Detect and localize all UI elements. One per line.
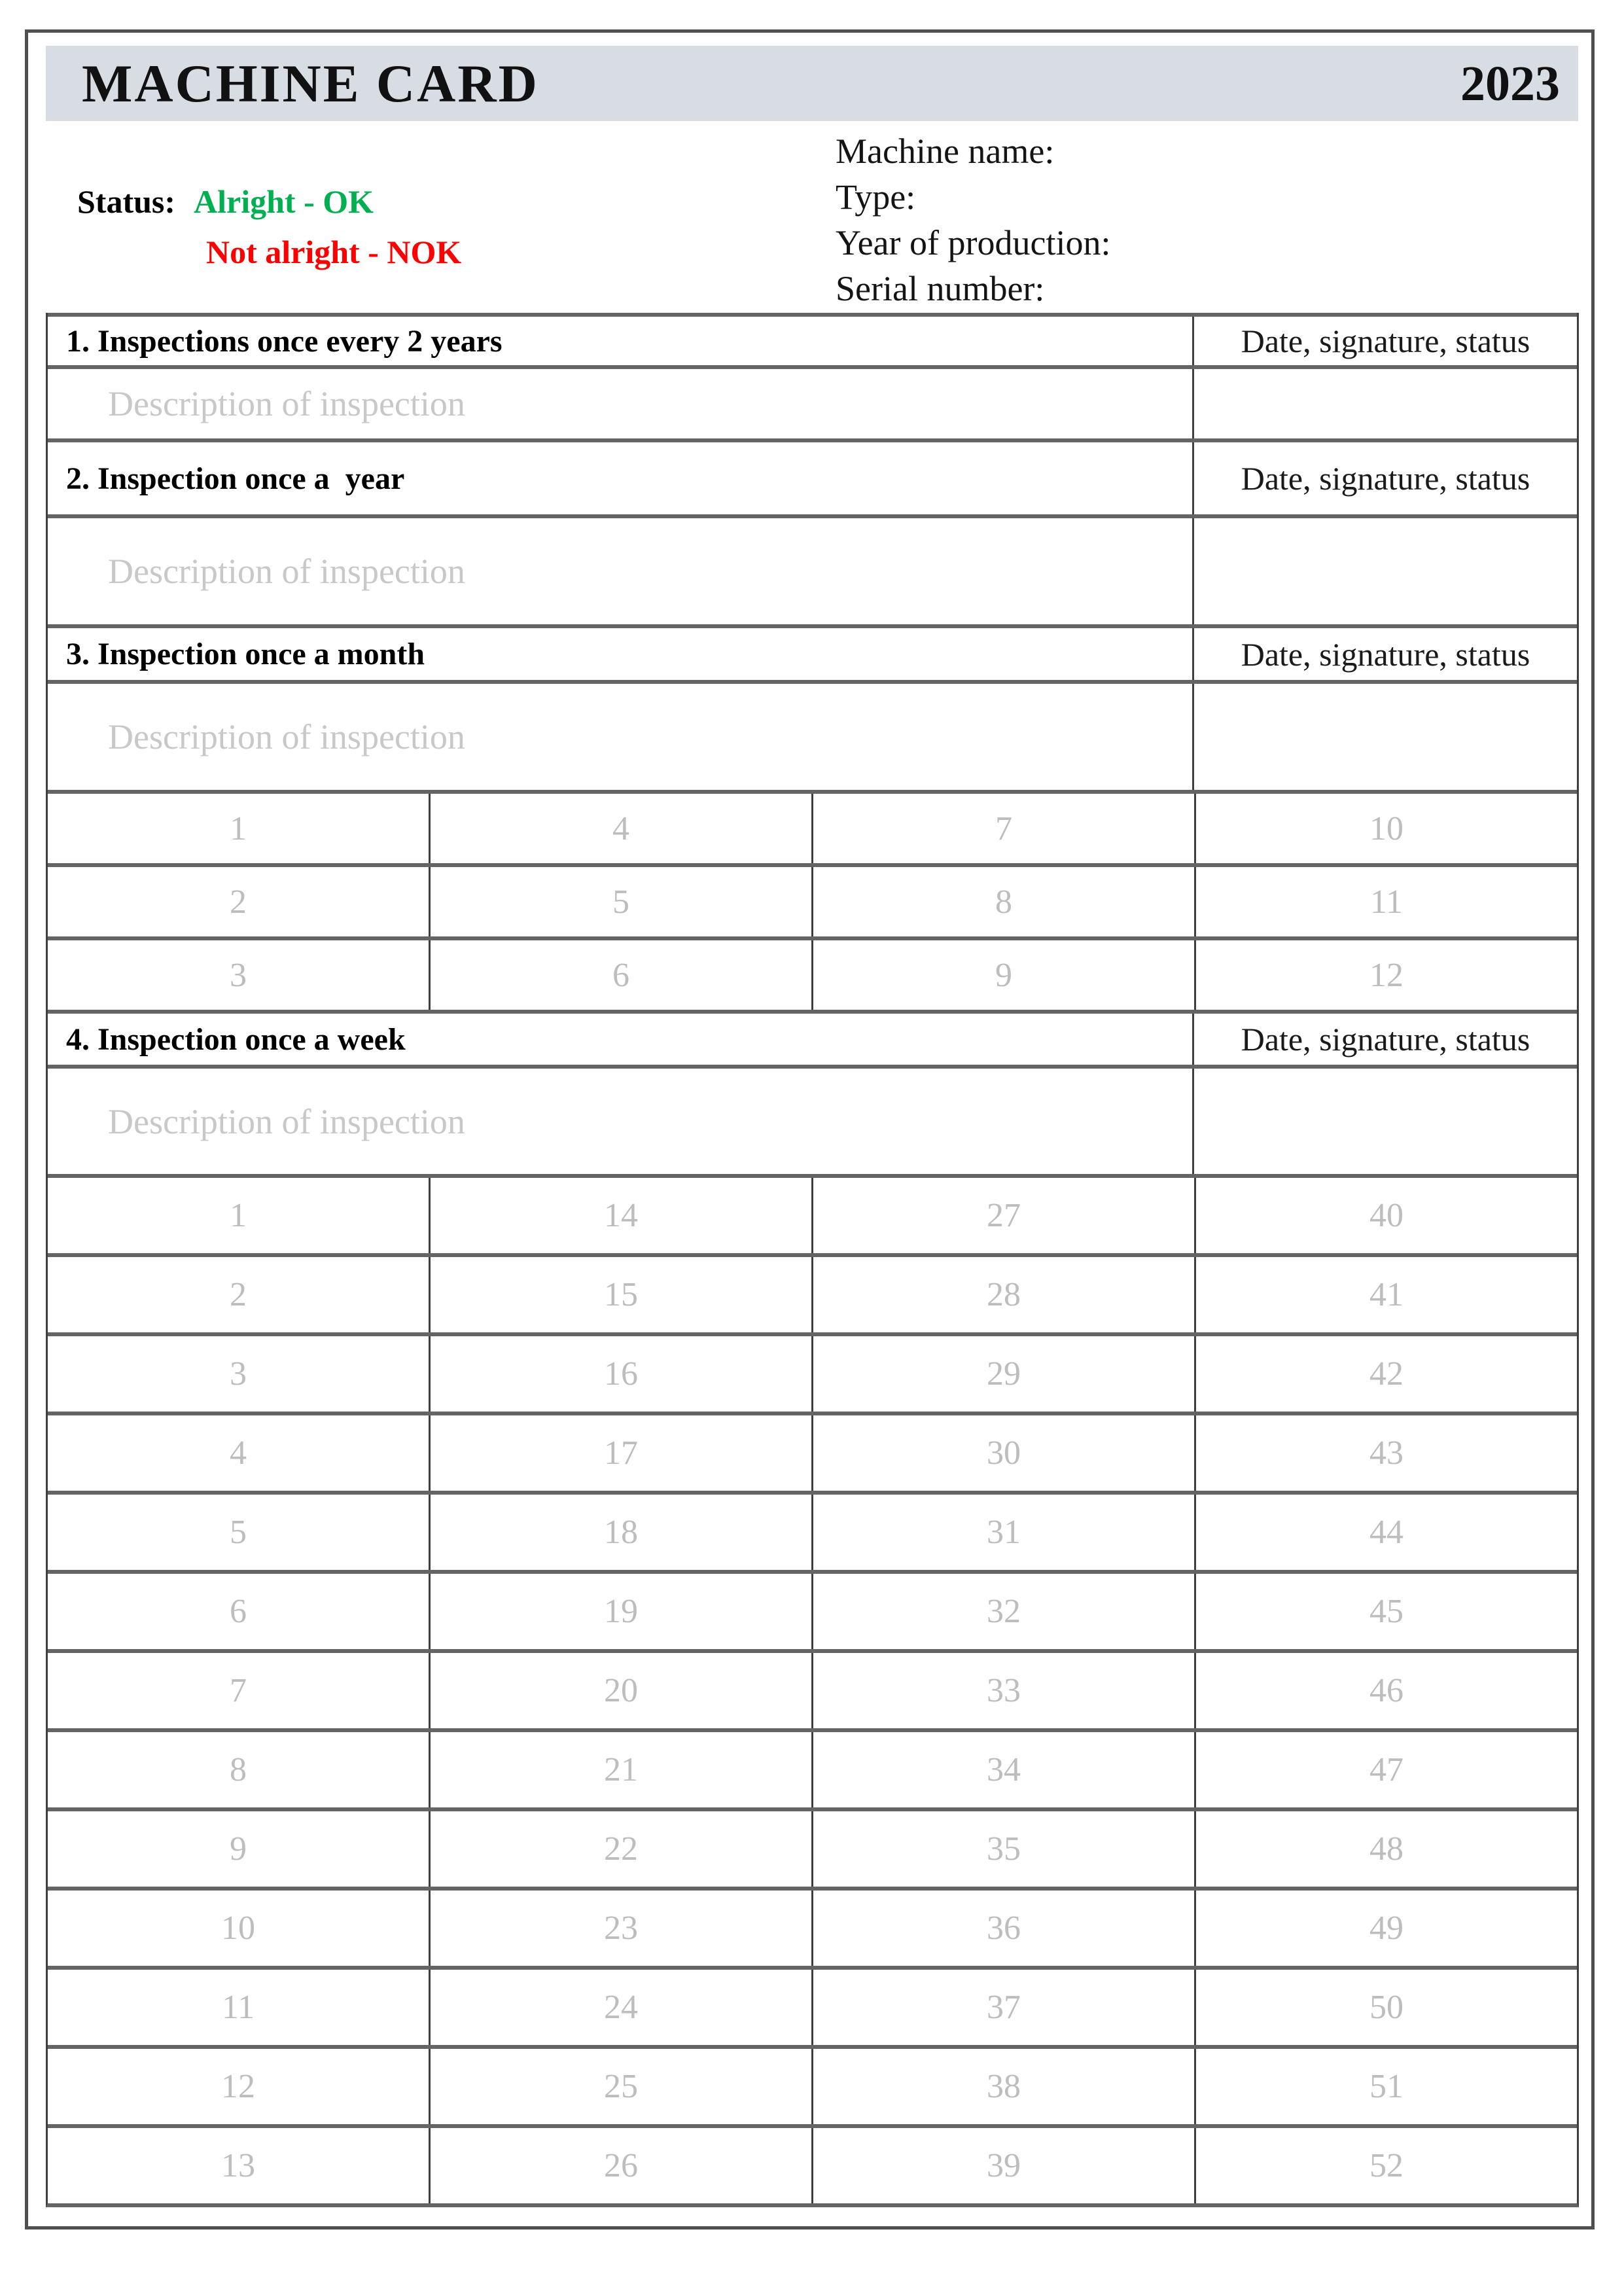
week-cell: 52 bbox=[1194, 2128, 1577, 2203]
month-cell: 5 bbox=[429, 867, 811, 936]
week-cell: 6 bbox=[230, 1593, 247, 1630]
section-4-date-signature-cell bbox=[1192, 1069, 1577, 1174]
section-1-description-placeholder: Description of inspection bbox=[108, 384, 465, 423]
week-cell: 22 bbox=[429, 1811, 811, 1887]
week-cell: 49 bbox=[1194, 1891, 1577, 1966]
month-cell: 10 bbox=[1194, 794, 1577, 863]
section-1-description-row bbox=[48, 365, 1577, 438]
machine-type-label: Type: bbox=[836, 177, 916, 217]
status-ok-text: Alright - OK bbox=[194, 183, 374, 220]
week-cell: 18 bbox=[429, 1495, 811, 1570]
status-legend-line-nok bbox=[206, 227, 461, 277]
grid-row bbox=[48, 1728, 1577, 1807]
machine-name-label: Machine name: bbox=[836, 132, 1055, 171]
week-cell: 4 bbox=[230, 1434, 247, 1472]
section-1-header-cell bbox=[48, 317, 1192, 365]
week-cell: 48 bbox=[1194, 1811, 1577, 1887]
section-1-header-row bbox=[48, 313, 1577, 365]
week-cell: 20 bbox=[429, 1653, 811, 1728]
grid-row bbox=[48, 863, 1577, 936]
week-cell: 46 bbox=[1194, 1653, 1577, 1728]
document-year: 2023 bbox=[1460, 56, 1560, 111]
week-cell: 11 bbox=[221, 1989, 255, 2026]
week-cell: 35 bbox=[811, 1811, 1194, 1887]
section-3-description-cell bbox=[48, 684, 1192, 790]
week-cell: 16 bbox=[429, 1336, 811, 1412]
grid-row bbox=[48, 1253, 1577, 1332]
week-cell: 27 bbox=[811, 1178, 1194, 1253]
grid-row bbox=[48, 1174, 1577, 1253]
week-cell: 9 bbox=[230, 1830, 247, 1868]
week-cell: 21 bbox=[429, 1732, 811, 1807]
week-cell: 12 bbox=[221, 2068, 255, 2105]
month-cell: 6 bbox=[429, 940, 811, 1010]
section-1-date-signature-cell bbox=[1192, 369, 1577, 438]
grid-row bbox=[48, 2045, 1577, 2124]
month-cell: 12 bbox=[1194, 940, 1577, 1010]
week-cell: 17 bbox=[429, 1415, 811, 1491]
section-3-header-row bbox=[48, 624, 1577, 680]
grid-row bbox=[48, 1887, 1577, 1966]
week-cell: 50 bbox=[1194, 1970, 1577, 2045]
month-cell: 11 bbox=[1194, 867, 1577, 936]
week-cell: 8 bbox=[230, 1751, 247, 1788]
section-4-header-cell bbox=[48, 1014, 1192, 1065]
week-number-grid bbox=[48, 1174, 1577, 2203]
week-cell: 7 bbox=[230, 1672, 247, 1709]
section-3-header-cell bbox=[48, 628, 1192, 680]
section-3-date-signature-header: Date, signature, status bbox=[1192, 628, 1577, 680]
week-cell: 38 bbox=[811, 2049, 1194, 2124]
section-2-header-cell bbox=[48, 442, 1192, 514]
week-cell: 29 bbox=[811, 1336, 1194, 1412]
month-cell: 3 bbox=[230, 956, 247, 994]
grid-row bbox=[48, 1807, 1577, 1887]
month-cell: 4 bbox=[429, 794, 811, 863]
week-cell: 40 bbox=[1194, 1178, 1577, 1253]
month-cell: 9 bbox=[811, 940, 1194, 1010]
serial-number-label: Serial number: bbox=[836, 269, 1045, 308]
section-1-title: 1. Inspections once every 2 years bbox=[66, 323, 503, 359]
inspection-table bbox=[46, 313, 1579, 2207]
section-4-description-placeholder: Description of inspection bbox=[108, 1101, 465, 1141]
year-of-production-label: Year of production: bbox=[836, 223, 1111, 262]
section-2-title: 2. Inspection once a year bbox=[66, 461, 405, 496]
section-2-description-placeholder: Description of inspection bbox=[108, 552, 465, 591]
week-cell: 14 bbox=[429, 1178, 811, 1253]
week-cell: 47 bbox=[1194, 1732, 1577, 1807]
section-2-description-row bbox=[48, 514, 1577, 624]
section-2-date-signature-cell bbox=[1192, 518, 1577, 624]
week-cell: 2 bbox=[230, 1276, 247, 1313]
week-cell: 30 bbox=[811, 1415, 1194, 1491]
grid-row bbox=[48, 790, 1577, 863]
month-cell: 2 bbox=[230, 883, 247, 921]
grid-row bbox=[48, 1412, 1577, 1491]
status-legend bbox=[77, 177, 461, 277]
grid-row bbox=[48, 1570, 1577, 1649]
grid-row bbox=[48, 2124, 1577, 2203]
week-cell: 25 bbox=[429, 2049, 811, 2124]
machine-info-block bbox=[836, 128, 1110, 311]
week-cell: 28 bbox=[811, 1257, 1194, 1332]
header-bar bbox=[46, 46, 1578, 121]
grid-row bbox=[48, 1491, 1577, 1570]
week-cell: 13 bbox=[221, 2147, 255, 2184]
week-cell: 39 bbox=[811, 2128, 1194, 2203]
page-title: MACHINE CARD bbox=[82, 53, 539, 113]
week-cell: 33 bbox=[811, 1653, 1194, 1728]
section-2-header-row bbox=[48, 438, 1577, 514]
grid-row bbox=[48, 1966, 1577, 2045]
section-4-description-cell bbox=[48, 1069, 1192, 1174]
section-1-description-cell bbox=[48, 369, 1192, 438]
week-cell: 41 bbox=[1194, 1257, 1577, 1332]
section-2-date-signature-header: Date, signature, status bbox=[1192, 442, 1577, 514]
status-legend-line-ok bbox=[77, 177, 461, 227]
week-cell: 23 bbox=[429, 1891, 811, 1966]
week-cell: 15 bbox=[429, 1257, 811, 1332]
grid-row bbox=[48, 1332, 1577, 1412]
section-2-description-cell bbox=[48, 518, 1192, 624]
week-cell: 44 bbox=[1194, 1495, 1577, 1570]
month-number-grid bbox=[48, 790, 1577, 1010]
section-3-title: 3. Inspection once a month bbox=[66, 637, 425, 671]
week-cell: 5 bbox=[230, 1514, 247, 1551]
week-cell: 32 bbox=[811, 1574, 1194, 1649]
section-4-description-row bbox=[48, 1065, 1577, 1174]
week-cell: 1 bbox=[230, 1197, 247, 1234]
section-3-description-placeholder: Description of inspection bbox=[108, 717, 465, 756]
section-4-date-signature-header: Date, signature, status bbox=[1192, 1014, 1577, 1065]
status-label: Status: bbox=[77, 183, 176, 220]
month-cell: 7 bbox=[811, 794, 1194, 863]
section-1-date-signature-header: Date, signature, status bbox=[1192, 317, 1577, 365]
week-cell: 51 bbox=[1194, 2049, 1577, 2124]
week-cell: 37 bbox=[811, 1970, 1194, 2045]
month-cell: 8 bbox=[811, 867, 1194, 936]
status-nok-text: Not alright - NOK bbox=[206, 234, 462, 270]
week-cell: 42 bbox=[1194, 1336, 1577, 1412]
month-cell: 1 bbox=[230, 809, 247, 847]
week-cell: 43 bbox=[1194, 1415, 1577, 1491]
section-3-description-row bbox=[48, 680, 1577, 790]
week-cell: 36 bbox=[811, 1891, 1194, 1966]
grid-row bbox=[48, 1649, 1577, 1728]
grid-row bbox=[48, 936, 1577, 1010]
week-cell: 31 bbox=[811, 1495, 1194, 1570]
week-cell: 24 bbox=[429, 1970, 811, 2045]
week-cell: 10 bbox=[221, 1910, 255, 1947]
week-cell: 34 bbox=[811, 1732, 1194, 1807]
section-4-header-row bbox=[48, 1010, 1577, 1065]
week-cell: 3 bbox=[230, 1355, 247, 1393]
section-3-date-signature-cell bbox=[1192, 684, 1577, 790]
week-cell: 19 bbox=[429, 1574, 811, 1649]
week-cell: 45 bbox=[1194, 1574, 1577, 1649]
week-cell: 26 bbox=[429, 2128, 811, 2203]
section-4-title: 4. Inspection once a week bbox=[66, 1022, 406, 1057]
